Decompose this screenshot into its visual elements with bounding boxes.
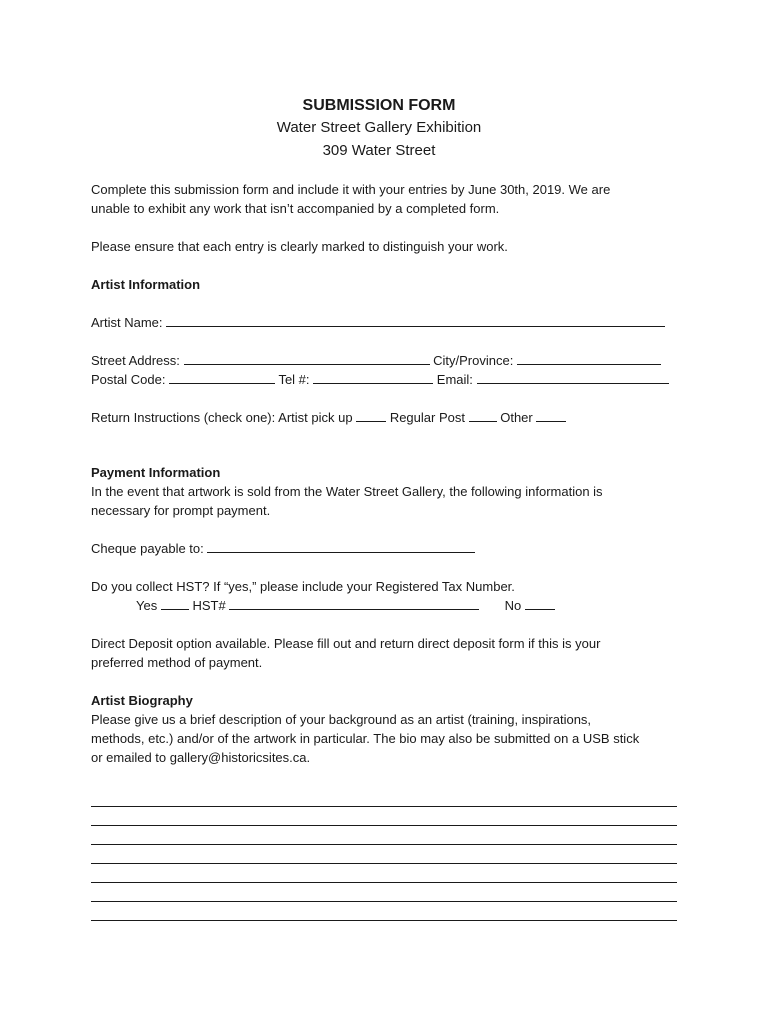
biography-description-line-1: Please give us a brief description of your background as an artist (training, inspirations, [91,712,592,727]
payment-description-line-2: necessary for prompt payment. [91,503,271,518]
hst-no-label: No [504,598,522,613]
artist-information-heading: Artist Information [91,277,201,292]
hst-question: Do you collect HST? If “yes,” please include your Registered Tax Number. [91,579,515,594]
direct-deposit-line-2: preferred method of payment. [91,655,263,670]
email-label: Email: [436,372,473,387]
form-header [81,96,677,162]
cheque-payable-label: Cheque payable to: [91,541,204,556]
cheque-payable-row [91,539,677,558]
email-field[interactable] [477,371,669,384]
payment-description-line-1: In the event that artwork is sold from the Water Street Gallery, the following information is [91,484,603,499]
artist-name-field[interactable] [166,314,665,327]
tel-label: Tel #: [278,372,310,387]
artist-name-label: Artist Name: [91,315,163,330]
cheque-payable-field[interactable] [207,540,475,553]
biography-line-1[interactable] [91,806,677,807]
return-instructions-label: Return Instructions (check one): Artist pick up [91,410,353,425]
hst-row [91,596,677,615]
biography-line-4[interactable] [91,863,677,864]
regular-post-checkbox[interactable] [469,409,497,422]
biography-line-5[interactable] [91,882,677,883]
city-province-field[interactable] [517,352,661,365]
return-instructions-row [91,408,677,427]
artist-biography-heading: Artist Biography [91,693,193,708]
intro-paragraph-line-2: unable to exhibit any work that isn’t accompanied by a completed form. [91,201,500,216]
artist-pick-up-checkbox[interactable] [356,409,386,422]
submission-form-page [91,96,677,767]
street-address-field[interactable] [184,352,430,365]
postal-code-label: Postal Code: [91,372,166,387]
postal-code-field[interactable] [169,371,275,384]
other-label: Other [500,410,533,425]
biography-line-2[interactable] [91,825,677,826]
form-subtitle-address: 309 Water Street [322,142,436,159]
postal-code-row [91,370,677,389]
hst-no-checkbox[interactable] [525,597,555,610]
artist-name-row [91,313,677,332]
biography-line-7[interactable] [91,920,677,921]
biography-line-3[interactable] [91,844,677,845]
other-checkbox[interactable] [536,409,566,422]
form-subtitle-gallery: Water Street Gallery Exhibition [276,119,482,136]
form-title: SUBMISSION FORM [302,97,456,114]
biography-description-line-2: methods, etc.) and/or of the artwork in particular. The bio may also be submitted on a USB stick [91,731,640,746]
intro-paragraph-line-1: Complete this submission form and include it with your entries by June 30th, 2019. We are [91,182,611,197]
hst-yes-checkbox[interactable] [161,597,189,610]
biography-line-6[interactable] [91,901,677,902]
street-address-row [91,351,677,370]
direct-deposit-line-1: Direct Deposit option available. Please fill out and return direct deposit form if this is your [91,636,601,651]
hst-number-label: HST# [192,598,226,613]
street-address-label: Street Address: [91,353,180,368]
hst-yes-label: Yes [136,598,158,613]
biography-writing-area[interactable] [91,806,677,939]
regular-post-label: Regular Post [389,410,465,425]
hst-number-field[interactable] [229,597,479,610]
city-province-label: City/Province: [433,353,514,368]
marking-instruction: Please ensure that each entry is clearly marked to distinguish your work. [91,239,508,254]
biography-description-line-3: or emailed to gallery@historicsites.ca. [91,750,311,765]
payment-information-heading: Payment Information [91,465,221,480]
tel-field[interactable] [313,371,433,384]
